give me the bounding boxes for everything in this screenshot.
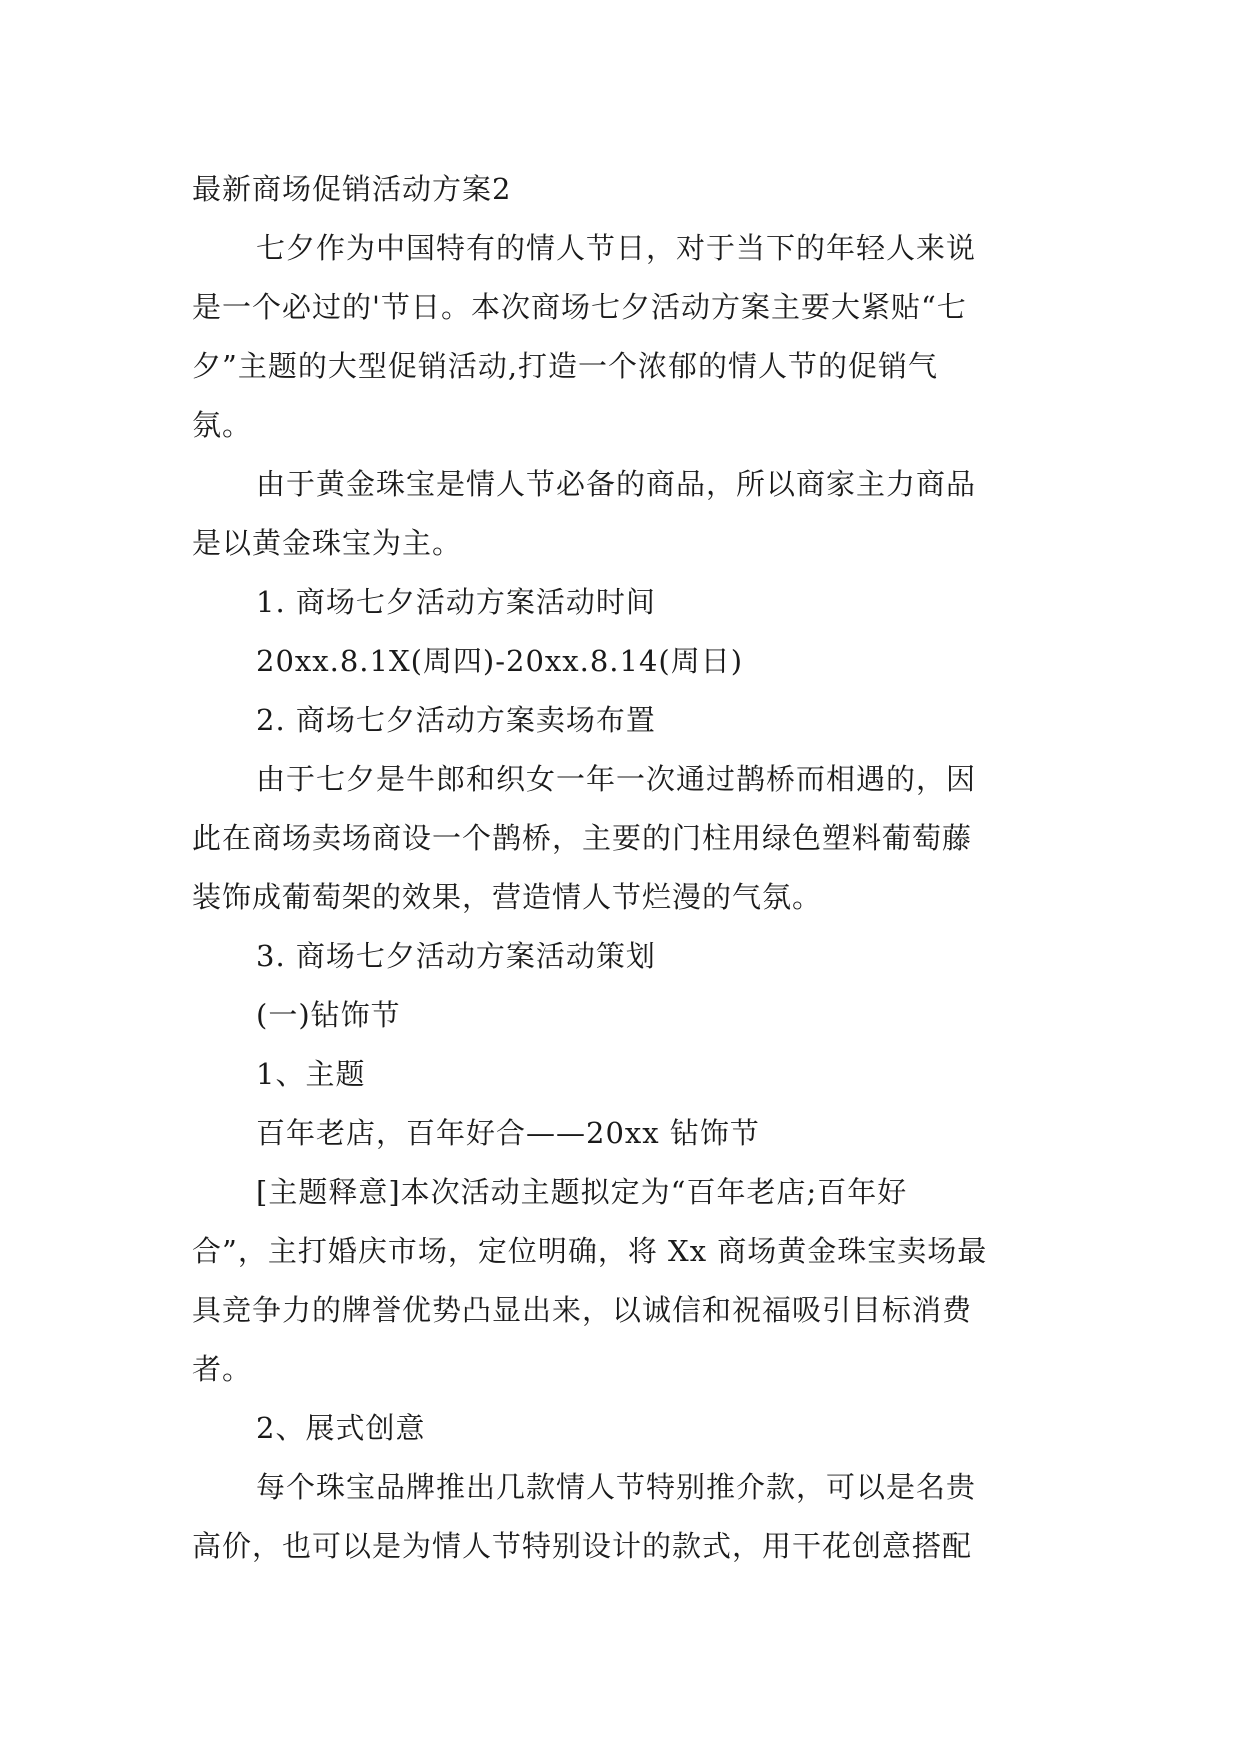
text-line: 是一个必过的'节日。本次商场七夕活动方案主要大紧贴“七 bbox=[192, 290, 967, 324]
text-line: 百年老店，百年好合——20xx 钻饰节 bbox=[256, 1116, 760, 1150]
text-line: 氛。 bbox=[192, 408, 253, 442]
text-line: 高价，也可以是为情人节特别设计的款式，用干花创意搭配 bbox=[192, 1529, 973, 1563]
document-page bbox=[192, 160, 1052, 1576]
text-line: [主题释意]本次活动主题拟定为“百年老店;百年好 bbox=[256, 1175, 908, 1209]
text-line: 七夕作为中国特有的情人节日，对于当下的年轻人来说 bbox=[256, 231, 977, 265]
text-line: 此在商场卖场商设一个鹊桥，主要的门柱用绿色塑料葡萄藤 bbox=[192, 821, 973, 855]
text-line: 夕”主题的大型促销活动,打造一个浓郁的情人节的促销气 bbox=[192, 349, 939, 383]
text-line: 由于七夕是牛郎和织女一年一次通过鹊桥而相遇的，因 bbox=[256, 762, 977, 796]
text-line: 装饰成葡萄架的效果，营造情人节烂漫的气氛。 bbox=[192, 880, 823, 914]
text-line: 1、主题 bbox=[256, 1057, 366, 1091]
text-line: 1. 商场七夕活动方案活动时间 bbox=[256, 585, 656, 619]
text-line: 每个珠宝品牌推出几款情人节特别推介款，可以是名贵 bbox=[256, 1470, 977, 1504]
text-line: 20xx.8.1X(周四)-20xx.8.14(周日) bbox=[256, 644, 744, 678]
document-body bbox=[192, 219, 1052, 1576]
text-line: 具竞争力的牌誉优势凸显出来，以诚信和祝福吸引目标消费 bbox=[192, 1293, 973, 1327]
text-line: 2、展式创意 bbox=[256, 1411, 426, 1445]
document-title: 最新商场促销活动方案2 bbox=[192, 172, 512, 206]
text-line: 者。 bbox=[192, 1352, 253, 1386]
text-line: (一)钻饰节 bbox=[256, 998, 401, 1032]
text-line: 合”，主打婚庆市场，定位明确，将 Xx 商场黄金珠宝卖场最 bbox=[192, 1234, 988, 1268]
text-line: 是以黄金珠宝为主。 bbox=[192, 526, 463, 560]
text-line: 2. 商场七夕活动方案卖场布置 bbox=[256, 703, 656, 737]
text-line: 由于黄金珠宝是情人节必备的商品，所以商家主力商品 bbox=[256, 467, 977, 501]
text-line: 3. 商场七夕活动方案活动策划 bbox=[256, 939, 656, 973]
